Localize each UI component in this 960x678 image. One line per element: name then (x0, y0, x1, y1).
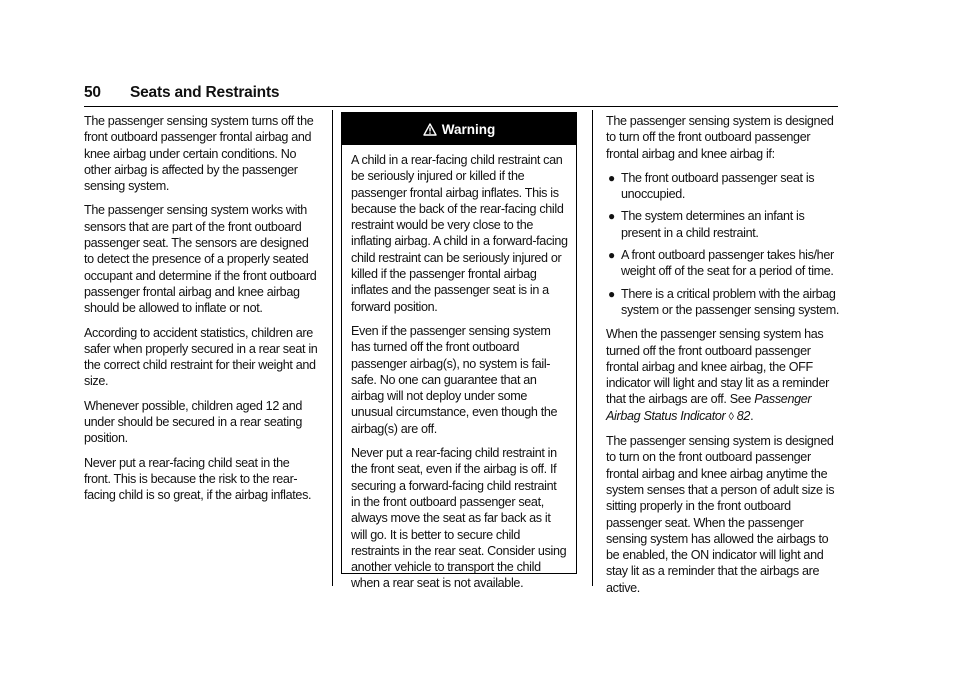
column-divider (592, 110, 593, 586)
list-item (606, 208, 840, 241)
paragraph: Never put a rear-facing child seat in the front. This is because the risk to the rear-facing child is so great, if the airbag inflates. (84, 455, 312, 503)
paragraph (606, 326, 840, 425)
warning-header (342, 113, 576, 145)
list-item-text: The system determines an infant is present in a child restraint. (621, 209, 805, 240)
paragraph: The passenger sensing system works with sensors that are part of the front outboard passenger seat. The sensors are designed to detect the presence of a properly seated occupant and determine if the front outboard passenger frontal airbag and knee airbag should be allowed to inflate or not. (84, 203, 317, 316)
page-ref-icon: ◊ (728, 410, 734, 423)
page-ref-number[interactable]: 82 (736, 408, 751, 423)
column-left (84, 113, 318, 512)
warning-paragraph: Even if the passenger sensing system has turned off the front outboard passenger airbag(s), no system is fail-safe. No one can guarantee that an airbag will not deploy under some unusual circumstance, even though the airbag(s) are off. (351, 323, 558, 436)
warning-paragraph: A child in a rear-facing child restraint can be seriously injured or killed if the passenger frontal airbag inflates. This is because the back of the rear-facing child restraint would be very close to the inflating airbag. A child in a forward-facing child restraint can be seriously injured or killed if the passenger frontal airbag inflates and the passenger seat is in a forward position. (351, 153, 568, 314)
list-item (606, 247, 840, 280)
paragraph-text: When the passenger sensing system has turned off the front outboard passenger frontal airbag and knee airbag, the OFF indicator will light and stay lit as a reminder that the airbags are off. See (606, 327, 829, 407)
bullet-icon: ● (608, 170, 615, 185)
page-header (84, 84, 838, 107)
bullet-icon: ● (608, 209, 615, 224)
column-divider (332, 110, 333, 586)
paragraph: The passenger sensing system is designed to turn on the front outboard passenger frontal airbag and knee airbag anytime the system senses that a person of adult size is sitting properly in the front outboard passenger seat. When the passenger sensing system has allowed the airbags to be enabled, the ON indicator will light and stay lit as a reminder that the airbags are active. (606, 434, 835, 595)
bullet-list (606, 170, 840, 318)
paragraph: According to accident statistics, children are safer when properly secured in a rear seat in the correct child restraint for their weight and size. (84, 325, 318, 389)
paragraph: Whenever possible, children aged 12 and under should be secured in a rear seating position. (84, 398, 303, 446)
paragraph-end: . (750, 408, 754, 423)
section-title: Seats and Restraints (130, 84, 280, 101)
list-item-text: The front outboard passenger seat is unoccupied. (621, 170, 815, 202)
warning-box (341, 112, 577, 591)
warning-body (342, 145, 576, 592)
page-number: 50 (84, 84, 101, 101)
bullet-icon: ● (608, 248, 615, 263)
column-right (606, 113, 840, 604)
list-item-text: A front outboard passenger takes his/her weight off of the seat for a period of time. (621, 248, 834, 279)
warning-paragraph: Never put a rear-facing child restraint in the front seat, even if the airbag is off. If securing a forward-facing child restraint in the front outboard passenger seat, always move the seat as far back as it will go. It is better to secure child restraints in the rear seat. Consider using another vehicle to transport the child when a rear seat is not available. (351, 446, 567, 591)
list-item (606, 170, 840, 203)
warning-title: Warning (441, 121, 496, 137)
warning-triangle-icon (423, 123, 437, 136)
cross-reference-link[interactable]: Passenger Airbag Status Indicator (606, 392, 812, 423)
bullet-icon: ● (608, 286, 615, 301)
list-item-text: There is a critical problem with the airbag system or the passenger sensing system. (621, 286, 840, 317)
paragraph: The passenger sensing system turns off the front outboard passenger frontal airbag and knee airbag under certain conditions. No other airbag is affected by the passenger sensing system. (84, 114, 314, 194)
list-item (606, 286, 840, 319)
paragraph: The passenger sensing system is designed to turn off the front outboard passenger frontal airbag and knee airbag if: (606, 114, 834, 161)
